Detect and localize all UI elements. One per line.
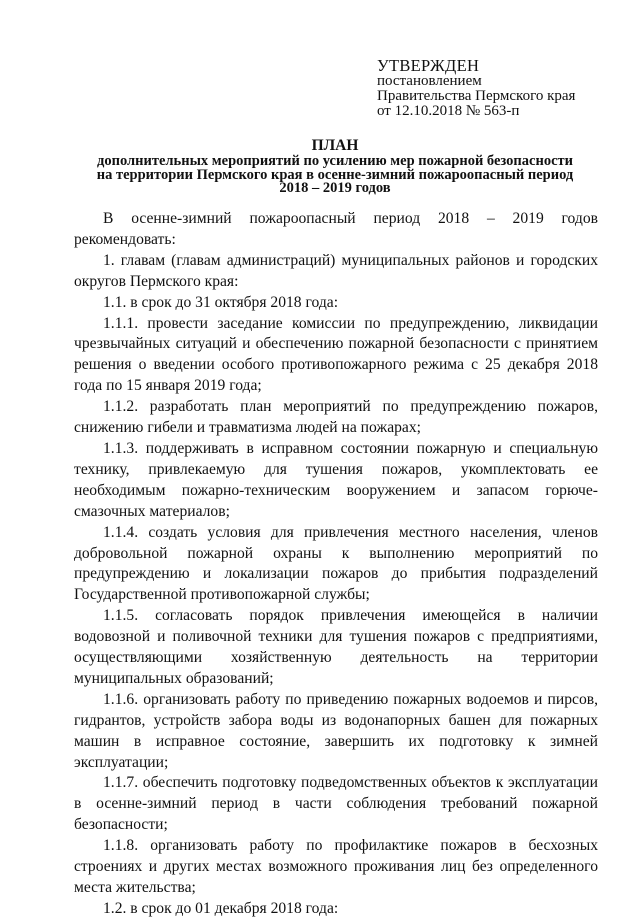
document-title: ПЛАН (311, 137, 359, 154)
document-body (74, 209, 598, 920)
paragraph-1-2: 1.2. в срок до 01 декабря 2018 года: (103, 899, 339, 917)
document-subtitle-line-3: 2018 – 2019 годов (279, 180, 391, 196)
approving-authority: Правительства Пермского края (377, 88, 576, 104)
paragraph-1-1-4: 1.1.4. создать условия для привлечения местного населения, членов добровольной пожарной охраны к выполнению мероприятий по предупреждению и локализации пожаров до прибытия подразделений Государственной противопожарной службы; (74, 523, 598, 604)
paragraph-1-1: 1.1. в срок до 31 октября 2018 года: (103, 293, 339, 311)
document-subtitle-line-2: на территории Пермского края в осенне-зимний пожароопасный период (96, 166, 574, 183)
paragraph-1-1-2: 1.1.2. разработать план мероприятий по предупреждению пожаров, снижению гибели и травматизма людей на пожарах; (74, 398, 598, 437)
paragraph-1-1-5: 1.1.5. согласовать порядок привлечения имеющейся в наличии водовозной и поливочной техники для тушения пожаров с предприятиями, осуществляющими хозяйственную деятельность на территории муниципальных образований; (74, 607, 598, 687)
paragraph-1: 1. главам (главам администраций) муниципальных районов и городских округов Пермского края: (74, 251, 598, 290)
approved-by: постановлением (377, 73, 482, 89)
decree-date-number: от 12.10.2018 № 563-п (377, 103, 520, 119)
intro-paragraph: В осенне-зимний пожароопасный период 2018 – 2019 годов рекомендовать: (74, 210, 598, 248)
paragraph-1-1-8: 1.1.8. организовать работу по профилактике пожаров в бесхозных строениях и других местах возможного проживания лиц без определенного места жительства; (74, 837, 598, 896)
approved-label: УТВЕРЖДЕН (377, 56, 480, 75)
paragraph-1-1-6: 1.1.6. организовать работу по приведению пожарных водоемов и пирсов, гидрантов, устройств забора воды из водонапорных башен для пожарных машин в исправное состояние, завершить их подготовку к зимней эксплуатации; (74, 690, 598, 771)
approval-stamp (377, 57, 575, 119)
paragraph-1-1-7: 1.1.7. обеспечить подготовку подведомственных объектов к эксплуатации в осенне-зимний период в части соблюдения требований пожарной безопасности; (74, 774, 598, 834)
paragraph-1-1-1: 1.1.1. провести заседание комиссии по предупреждению, ликвидации чрезвычайных ситуаций и обеспечению пожарной безопасности с принятием решения о введении особого противопожарного режима с 25 декабря 2018 года по 15 января 2019 года; (74, 314, 598, 395)
paragraph-1-1-3: 1.1.3. поддерживать в исправном состоянии пожарную и специальную технику, привлекаемую для тушения пожаров, укомплектовать ее необходимым пожарно-техническим вооружением и запасом горюче-смазочных материалов; (74, 439, 598, 520)
document-subtitle-line-1: дополнительных мероприятий по усилению мер пожарной безопасности (97, 153, 573, 169)
document-heading (62, 138, 608, 196)
